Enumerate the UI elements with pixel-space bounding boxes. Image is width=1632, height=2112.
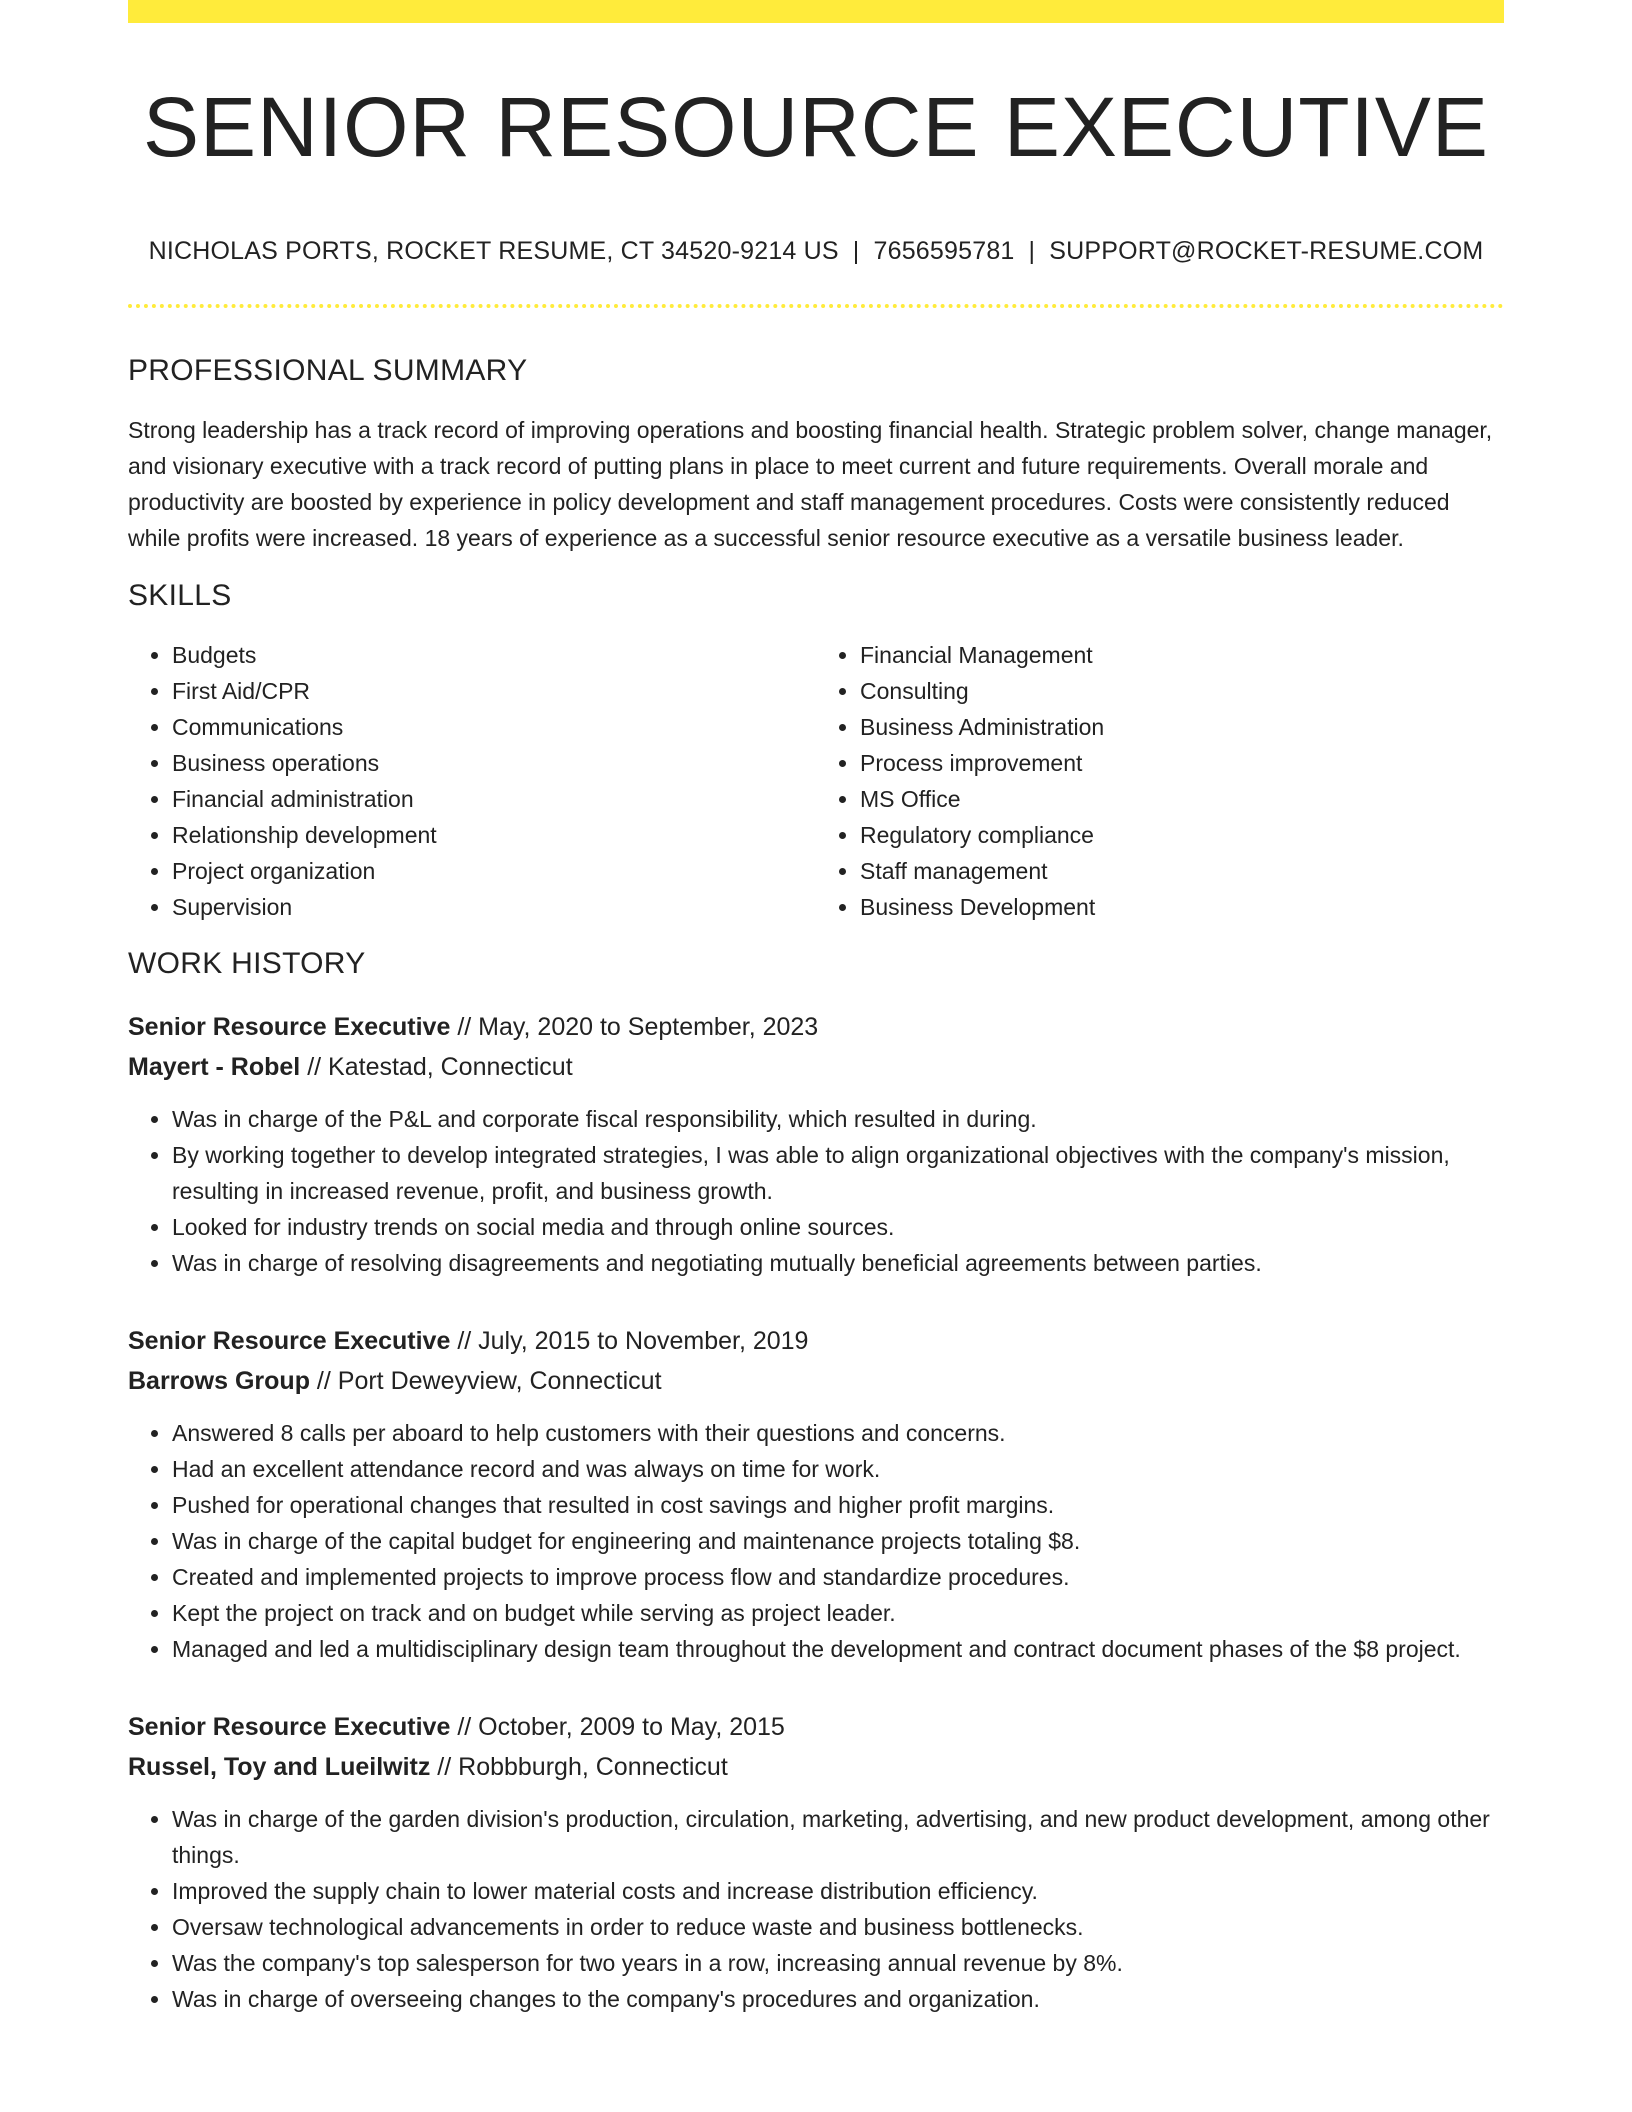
job-title-line (128, 1321, 1504, 1361)
skill-item: • MS Office (860, 781, 1504, 817)
skill-item: • Project organization (172, 853, 816, 889)
job-company-line (128, 1361, 1504, 1401)
summary-text: Strong leadership has a track record of improving operations and boosting financial health. Strategic problem solver, change manager, and visionary executive with a track record of putting plans in place to meet current and future requirements. Overall morale and productivity are boosted by experience in policy development and staff management procedures. Costs were consistently reduced while profits were increased. 18 years of experience as a successful senior resource executive as a versatile business leader. (128, 417, 1493, 551)
skill-item: • Financial Management (860, 637, 1504, 673)
job-title: Senior Resource Executive (128, 1713, 451, 1741)
skills-column-right (816, 637, 1504, 925)
skills-list (128, 637, 1504, 925)
skills-heading: SKILLS (128, 579, 232, 612)
job-title: Senior Resource Executive (128, 1013, 451, 1041)
job-location: // Katestad, Connecticut (300, 1053, 573, 1081)
job-dates: // July, 2015 to November, 2019 (450, 1327, 809, 1355)
job-bullet: • Was in charge of the garden division's production, circulation, marketing, advertising, and new product development, among other things. (172, 1801, 1504, 1873)
accent-top-bar (128, 0, 1504, 23)
skill-item: • Communications (172, 709, 816, 745)
contact-separator: | (1028, 237, 1036, 265)
job-bullet: • By working together to develop integrated strategies, I was able to align organizational objectives with the company's mission, resulting in increased revenue, profit, and business growth. (172, 1137, 1504, 1209)
work-history-heading: WORK HISTORY (128, 947, 366, 980)
job-dates: // October, 2009 to May, 2015 (450, 1713, 785, 1741)
skills-column-left (128, 637, 816, 925)
job-company: Mayert - Robel (128, 1053, 301, 1081)
job-entry (128, 1707, 1504, 2017)
resume-page (128, 0, 1504, 2017)
job-bullets (128, 1801, 1504, 2017)
skill-item: • Business operations (172, 745, 816, 781)
dotted-divider (128, 304, 1504, 308)
skill-item: • Budgets (172, 637, 816, 673)
skill-item: • Supervision (172, 889, 816, 925)
contact-address: NICHOLAS PORTS, ROCKET RESUME, CT 34520-9214 US (148, 237, 839, 265)
job-bullet: • Answered 8 calls per aboard to help customers with their questions and concerns. (172, 1415, 1504, 1451)
job-company: Russel, Toy and Lueilwitz (128, 1753, 431, 1781)
job-bullet: • Pushed for operational changes that resulted in cost savings and higher profit margins. (172, 1487, 1504, 1523)
job-company: Barrows Group (128, 1367, 310, 1395)
job-bullet: • Kept the project on track and on budget while serving as project leader. (172, 1595, 1504, 1631)
job-title-line (128, 1007, 1504, 1047)
contact-phone: 7656595781 (873, 237, 1015, 265)
job-bullet: • Improved the supply chain to lower material costs and increase distribution efficiency. (172, 1873, 1504, 1909)
skill-item: • Relationship development (172, 817, 816, 853)
job-bullet: • Oversaw technological advancements in order to reduce waste and business bottlenecks. (172, 1909, 1504, 1945)
skill-item: • Staff management (860, 853, 1504, 889)
skill-item: • Business Administration (860, 709, 1504, 745)
job-location: // Port Deweyview, Connecticut (309, 1367, 662, 1395)
job-location: // Robbburgh, Connecticut (430, 1753, 728, 1781)
job-bullets (128, 1415, 1504, 1667)
skill-item: • Financial administration (172, 781, 816, 817)
skill-item: • Process improvement (860, 745, 1504, 781)
job-dates: // May, 2020 to September, 2023 (450, 1013, 819, 1041)
contact-line (128, 237, 1504, 266)
job-entry (128, 1007, 1504, 1281)
job-entry (128, 1321, 1504, 1667)
job-bullet: • Looked for industry trends on social media and through online sources. (172, 1209, 1504, 1245)
job-bullet: • Created and implemented projects to improve process flow and standardize procedures. (172, 1559, 1504, 1595)
job-bullet: • Had an excellent attendance record and was always on time for work. (172, 1451, 1504, 1487)
skill-item: • Business Development (860, 889, 1504, 925)
skill-item: • First Aid/CPR (172, 673, 816, 709)
contact-email: SUPPORT@ROCKET-RESUME.COM (1049, 237, 1484, 265)
job-company-line (128, 1047, 1504, 1087)
job-bullet: • Was in charge of the P&L and corporate fiscal responsibility, which resulted in during. (172, 1101, 1504, 1137)
job-title-line (128, 1707, 1504, 1747)
summary-heading: PROFESSIONAL SUMMARY (128, 354, 528, 387)
job-bullet: • Managed and led a multidisciplinary design team throughout the development and contract document phases of the $8 project. (172, 1631, 1504, 1667)
job-bullets (128, 1101, 1504, 1281)
contact-separator: | (852, 237, 860, 265)
resume-title: SENIOR RESOURCE EXECUTIVE (143, 80, 1489, 174)
job-title: Senior Resource Executive (128, 1327, 451, 1355)
job-bullet: • Was in charge of overseeing changes to the company's procedures and organization. (172, 1981, 1504, 2017)
job-bullet: • Was in charge of resolving disagreements and negotiating mutually beneficial agreements between parties. (172, 1245, 1504, 1281)
skill-item: • Regulatory compliance (860, 817, 1504, 853)
job-bullet: • Was the company's top salesperson for two years in a row, increasing annual revenue by 8%. (172, 1945, 1504, 1981)
skill-item: • Consulting (860, 673, 1504, 709)
job-bullet: • Was in charge of the capital budget for engineering and maintenance projects totaling $8. (172, 1523, 1504, 1559)
job-company-line (128, 1747, 1504, 1787)
